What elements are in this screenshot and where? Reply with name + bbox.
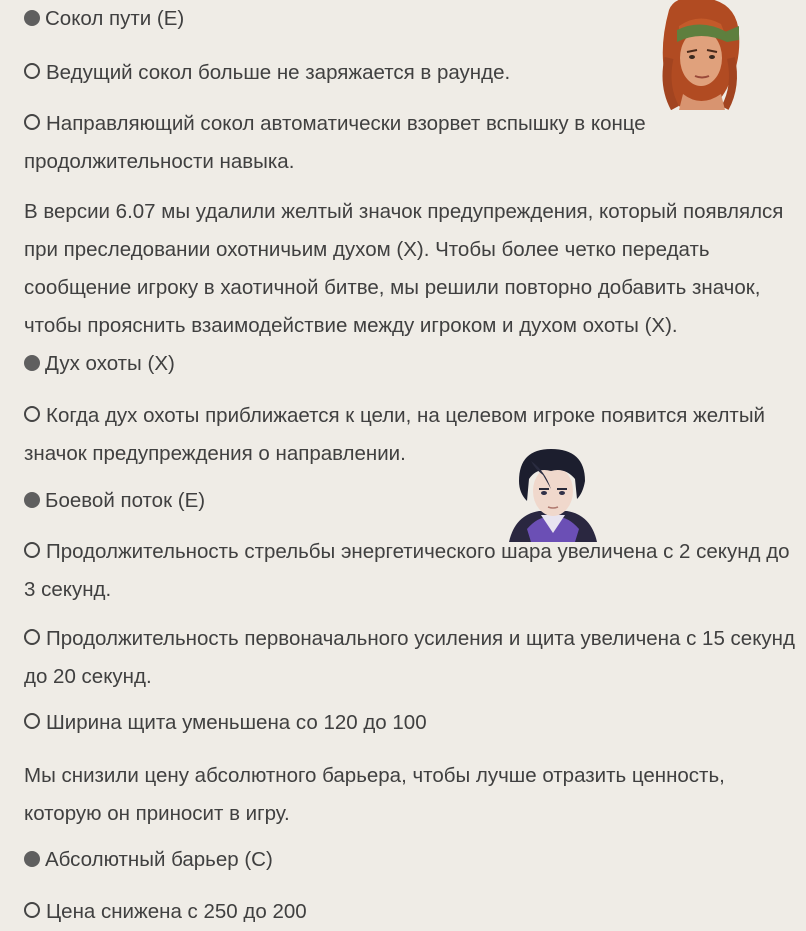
hollow-bullet-icon	[24, 542, 40, 558]
list-item: Продолжительность стрельбы энергетического шара увеличена с 2 секунд до 3 секунд.	[24, 540, 790, 601]
list-item: Цена снижена с 250 до 200	[24, 893, 307, 931]
hollow-bullet-icon	[24, 902, 40, 918]
hollow-bullet-icon	[24, 114, 40, 130]
filled-bullet-icon	[24, 355, 40, 371]
list-item: Направляющий сокол автоматически взорвет вспышку в конце продолжительности навыка.	[24, 112, 646, 173]
list-item: Когда дух охоты приближается к цели, на целевом игроке появится желтый значок предупреждения о направлении.	[24, 404, 766, 465]
paragraph-barrier-note: Мы снизили цену абсолютного барьера, чтобы лучше отразить ценность, которую он приносит в игру.	[24, 764, 725, 825]
hollow-bullet-icon	[24, 713, 40, 729]
filled-bullet-icon	[24, 492, 40, 508]
heading-absolyutny-barer: Абсолютный барьер (C)	[24, 841, 273, 879]
heading-boevoy-potok: Боевой поток (E)	[24, 482, 205, 520]
hero-portrait-red-hair	[655, 0, 745, 110]
list-item: Ведущий сокол больше не заряжается в раунде.	[24, 54, 510, 92]
hollow-bullet-icon	[24, 406, 40, 422]
hollow-bullet-icon	[24, 629, 40, 645]
hollow-bullet-icon	[24, 63, 40, 79]
filled-bullet-icon	[24, 851, 40, 867]
list-item: Ширина щита уменьшена со 120 до 100	[24, 704, 427, 742]
heading-sokol-puti: Сокол пути (E)	[24, 0, 184, 38]
filled-bullet-icon	[24, 10, 40, 26]
paragraph-version-note: В версии 6.07 мы удалили желтый значок предупреждения, который появлялся при преследовании охотничьим духом (X). Чтобы более четко передать сообщение игроку в хаотичной битве, мы решили повторно добавить значок, чтобы прояснить взаимодействие между игроком и духом охоты (X).	[24, 200, 784, 337]
list-item: Продолжительность первоначального усиления и щита увеличена с 15 секунд до 20 секунд.	[24, 627, 795, 688]
heading-dukh-okhoty: Дух охоты (X)	[24, 345, 175, 383]
